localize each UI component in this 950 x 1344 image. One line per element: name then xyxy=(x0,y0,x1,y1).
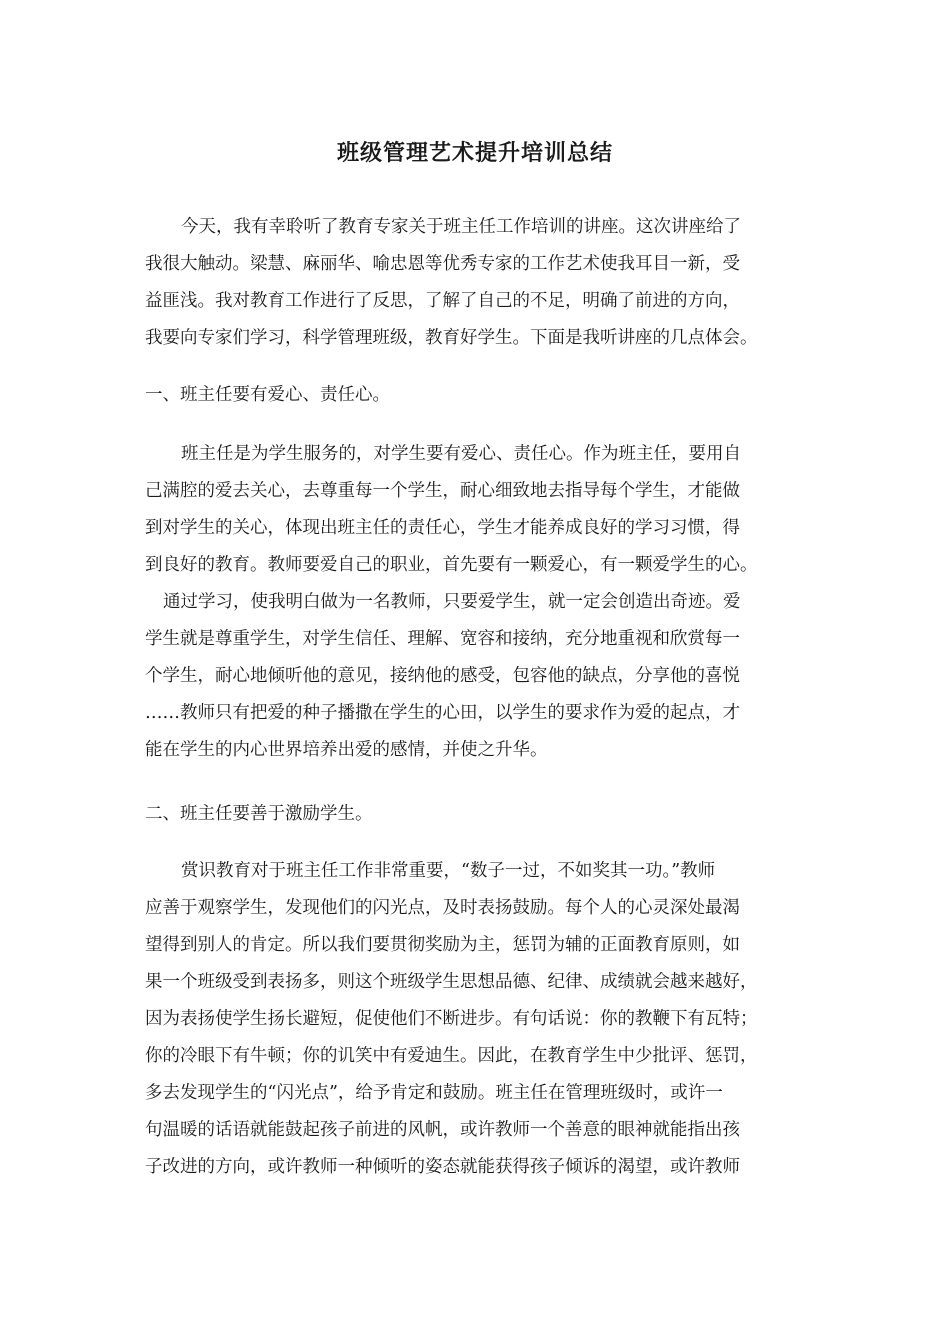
section-1-paragraph xyxy=(145,436,810,769)
document-title: 班级管理艺术提升培训总结 xyxy=(336,140,613,166)
paragraph-line: 句温暖的话语就能鼓起孩子前进的风帆，或许教师一个善意的眼神就能指出孩 xyxy=(145,1120,740,1140)
paragraph-line: 我很大触动。梁慧、麻丽华、喻忠恩等优秀专家的工作艺术使我耳目一新，受 xyxy=(145,254,740,274)
paragraph-line: 己满腔的爱去关心，去尊重每一个学生，耐心细致地去指导每个学生，才能做 xyxy=(145,481,740,501)
paragraph-line: 我要向专家们学习，科学管理班级，教育好学生。下面是我听讲座的几点体会。 xyxy=(145,328,758,348)
paragraph-line: 你的冷眼下有牛顿；你的讥笑中有爱迪生。因此，在教育学生中少批评、惩罚， xyxy=(145,1046,758,1066)
section-heading-2: 二、班主任要善于激励学生。 xyxy=(145,804,373,824)
paragraph-line: 果一个班级受到表扬多，则这个班级学生思想品德、纪律、成绩就会越来越好， xyxy=(145,972,758,992)
paragraph-line: 因为表扬使学生扬长避短，促使他们不断进步。有句话说：你的教鞭下有瓦特； xyxy=(145,1009,758,1029)
section-heading-1: 一、班主任要有爱心、责任心。 xyxy=(145,385,390,405)
paragraph-line: 能在学生的内心世界培养出爱的感情，并使之升华。 xyxy=(145,740,548,760)
paragraph-line: 子改进的方向，或许教师一种倾听的姿态就能获得孩子倾诉的渴望，或许教师 xyxy=(145,1157,740,1177)
paragraph-line: 今天，我有幸聆听了教育专家关于班主任工作培训的讲座。这次讲座给了 xyxy=(181,217,741,237)
paragraph-line: 班主任是为学生服务的，对学生要有爱心、责任心。作为班主任，要用自 xyxy=(181,444,741,464)
paragraph-line: 到对学生的关心，体现出班主任的责任心，学生才能养成良好的学习习惯，得 xyxy=(145,518,740,538)
paragraph-line: 赏识教育对于班主任工作非常重要，“数子一过，不如奖其一功。”教师 xyxy=(181,861,716,881)
paragraph-line: 到良好的教育。教师要爱自己的职业，首先要有一颗爱心，有一颗爱学生的心。 xyxy=(145,555,758,575)
paragraph-line: 益匪浅。我对教育工作进行了反思，了解了自己的不足，明确了前进的方向， xyxy=(145,291,740,311)
paragraph-line: ……教师只有把爱的种子播撒在学生的心田，以学生的要求作为爱的起点，才 xyxy=(145,703,740,723)
paragraph-line: 学生就是尊重学生，对学生信任、理解、宽容和接纳，充分地重视和欣赏每一 xyxy=(145,629,740,649)
section-2-paragraph xyxy=(145,853,810,1186)
paragraph-line: 通过学习，使我明白做为一名教师，只要爱学生，就一定会创造出奇迹。爱 xyxy=(163,592,741,612)
intro-paragraph xyxy=(145,209,810,357)
paragraph-line: 望得到别人的肯定。所以我们要贯彻奖励为主，惩罚为辅的正面教育原则，如 xyxy=(145,935,740,955)
paragraph-line: 个学生，耐心地倾听他的意见，接纳他的感受，包容他的缺点，分享他的喜悦 xyxy=(145,666,740,686)
paragraph-line: 多去发现学生的“闪光点”，给予肯定和鼓励。班主任在管理班级时，或许一 xyxy=(145,1083,723,1103)
paragraph-line: 应善于观察学生，发现他们的闪光点，及时表扬鼓励。每个人的心灵深处最渴 xyxy=(145,898,740,918)
